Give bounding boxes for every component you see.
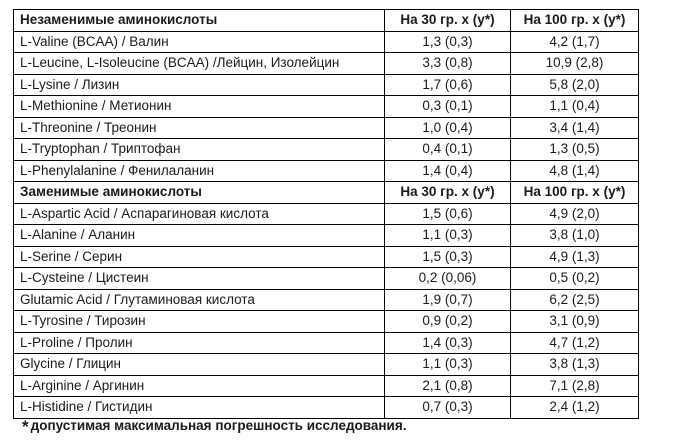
value-30g: 1,5 (0,3): [385, 246, 511, 268]
footnote-mark: *: [22, 417, 29, 436]
amino-acid-name: L-Serine / Серин: [14, 246, 385, 268]
column-header-100g: На 100 гр. x (y*): [511, 10, 639, 32]
amino-acid-name: L-Histidine / Гистидин: [14, 397, 385, 419]
column-header-100g: На 100 гр. x (y*): [511, 182, 639, 204]
table-row: [14, 246, 639, 268]
value-100g: 2,4 (1,2): [511, 397, 639, 419]
footnote-text: допустимая максимальная погрешность исследования.: [30, 418, 407, 433]
value-100g: 1,1 (0,4): [511, 96, 639, 118]
section-header-row: [14, 10, 639, 32]
value-30g: 1,4 (0,3): [385, 332, 511, 354]
amino-acid-name: L-Phenylalanine / Фенилаланин: [14, 160, 385, 182]
value-30g: 0,2 (0,06): [385, 268, 511, 290]
value-100g: 3,1 (0,9): [511, 311, 639, 333]
table-row: [14, 74, 639, 96]
value-100g: 4,9 (1,3): [511, 246, 639, 268]
table-row: [14, 225, 639, 247]
value-30g: 1,4 (0,4): [385, 160, 511, 182]
table-row: [14, 96, 639, 118]
table-row: [14, 332, 639, 354]
value-100g: 10,9 (2,8): [511, 53, 639, 75]
amino-acid-name: Glycine / Глицин: [14, 354, 385, 376]
value-30g: 3,3 (0,8): [385, 53, 511, 75]
amino-acid-name: L-Tryptophan / Триптофан: [14, 139, 385, 161]
table-row: [14, 31, 639, 53]
table-row: [14, 289, 639, 311]
value-30g: 0,3 (0,1): [385, 96, 511, 118]
value-30g: 1,1 (0,3): [385, 225, 511, 247]
value-100g: 4,2 (1,7): [511, 31, 639, 53]
table-row: [14, 311, 639, 333]
section-title: Заменимые аминокислоты: [14, 182, 385, 204]
amino-acid-name: L-Leucine, L-Isoleucine (BCAA) /Лейцин, Изолейцин: [14, 53, 385, 75]
amino-acid-name: L-Methionine / Метионин: [14, 96, 385, 118]
amino-acid-table: [13, 9, 639, 419]
value-30g: 1,5 (0,6): [385, 203, 511, 225]
amino-acid-name: Glutamic Acid / Глутаминовая кислота: [14, 289, 385, 311]
amino-acid-name: L-Arginine / Аргинин: [14, 375, 385, 397]
amino-acid-name: L-Alanine / Аланин: [14, 225, 385, 247]
value-100g: 0,5 (0,2): [511, 268, 639, 290]
value-100g: 3,8 (1,3): [511, 354, 639, 376]
value-100g: 1,3 (0,5): [511, 139, 639, 161]
section-header-row: [14, 182, 639, 204]
amino-acid-name: L-Cysteine / Цистеин: [14, 268, 385, 290]
table-row: [14, 354, 639, 376]
value-100g: 3,4 (1,4): [511, 117, 639, 139]
footnote: [22, 417, 406, 437]
value-30g: 1,3 (0,3): [385, 31, 511, 53]
value-100g: 7,1 (2,8): [511, 375, 639, 397]
value-30g: 1,9 (0,7): [385, 289, 511, 311]
value-30g: 0,4 (0,1): [385, 139, 511, 161]
value-30g: 1,1 (0,3): [385, 354, 511, 376]
value-30g: 2,1 (0,8): [385, 375, 511, 397]
value-30g: 0,7 (0,3): [385, 397, 511, 419]
table-row: [14, 160, 639, 182]
value-100g: 4,7 (1,2): [511, 332, 639, 354]
table-row: [14, 268, 639, 290]
value-100g: 6,2 (2,5): [511, 289, 639, 311]
table-row: [14, 117, 639, 139]
amino-acid-table-body: [14, 10, 639, 419]
value-100g: 4,8 (1,4): [511, 160, 639, 182]
column-header-30g: На 30 гр. x (y*): [385, 182, 511, 204]
column-header-30g: На 30 гр. x (y*): [385, 10, 511, 32]
table-row: [14, 203, 639, 225]
value-100g: 4,9 (2,0): [511, 203, 639, 225]
table-row: [14, 139, 639, 161]
amino-acid-name: L-Valine (BCAA) / Валин: [14, 31, 385, 53]
value-100g: 5,8 (2,0): [511, 74, 639, 96]
value-30g: 1,0 (0,4): [385, 117, 511, 139]
amino-acid-name: L-Proline / Пролин: [14, 332, 385, 354]
value-100g: 3,8 (1,0): [511, 225, 639, 247]
value-30g: 0,9 (0,2): [385, 311, 511, 333]
table-row: [14, 53, 639, 75]
section-title: Незаменимые аминокислоты: [14, 10, 385, 32]
amino-acid-name: L-Threonine / Треонин: [14, 117, 385, 139]
amino-acid-name: L-Aspartic Acid / Аспарагиновая кислота: [14, 203, 385, 225]
amino-acid-name: L-Lysine / Лизин: [14, 74, 385, 96]
value-30g: 1,7 (0,6): [385, 74, 511, 96]
table-row: [14, 397, 639, 419]
amino-acid-name: L-Tyrosine / Тирозин: [14, 311, 385, 333]
table-row: [14, 375, 639, 397]
